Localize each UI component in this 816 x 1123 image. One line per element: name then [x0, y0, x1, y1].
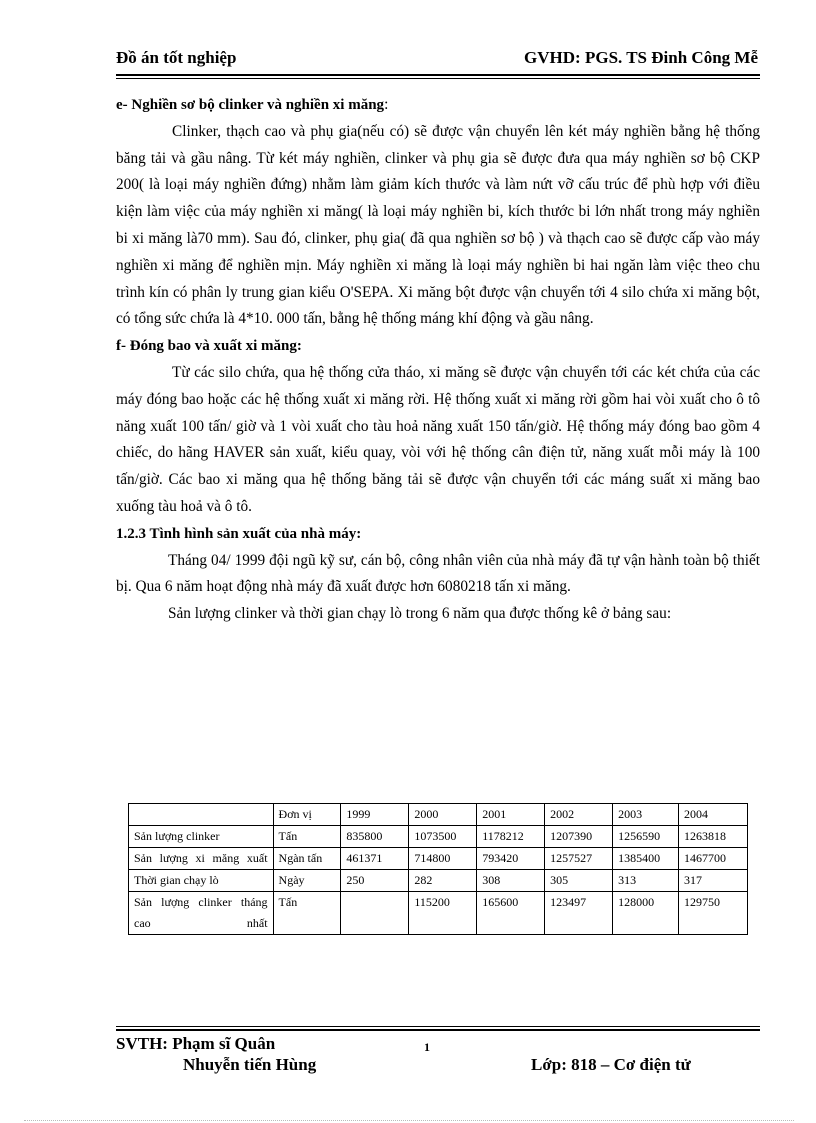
table-cell: 835800 [341, 826, 409, 848]
footer-student-2: Nhuyễn tiến Hùng [183, 1055, 317, 1074]
page-edge-dotted [24, 1120, 794, 1121]
table-cell: 793420 [477, 848, 545, 870]
table-header-row [129, 804, 748, 826]
footer-rule-top [116, 1026, 760, 1027]
header-supervisor: GVHD: PGS. TS Đinh Công Mễ [524, 48, 758, 67]
table-cell: 128000 [613, 892, 679, 935]
header-title: Đồ án tốt nghiệp [116, 48, 237, 67]
table-cell: Sản lượng clinker tháng cao nhất [129, 892, 274, 935]
table-row [129, 870, 748, 892]
header-rule-bottom [116, 78, 760, 79]
table-cell [129, 804, 274, 826]
table-cell: 1256590 [613, 826, 679, 848]
section-e-title: e- Nghiền sơ bộ clinker và nghiền xi măng [116, 97, 385, 113]
section-f-title: f- Đóng bao và xuất xi măng: [116, 338, 302, 355]
header-rule-top [116, 74, 760, 76]
table-cell: 1257527 [545, 848, 613, 870]
table-cell: 1385400 [613, 848, 679, 870]
footer-rule-bottom [116, 1029, 760, 1031]
table-cell: Ngày [273, 870, 341, 892]
table-cell: 714800 [409, 848, 477, 870]
table-cell: Tấn [273, 892, 341, 935]
table-cell: Tấn [273, 826, 341, 848]
table-cell: 165600 [477, 892, 545, 935]
table-row [129, 892, 748, 935]
table-cell: 2001 [477, 804, 545, 826]
section-f-paragraph: Từ các silo chứa, qua hệ thống cửa tháo, xi măng sẽ được vận chuyển tới các két chứa của các máy đóng bao hoặc các hệ thống xuất xi măng rời. Hệ thống xuất xi măng rời gồm hai vòi xuất cho ô tô năng xuất 100 tấn/ giờ và 1 vòi xuất cho tàu hoả năng xuất 150 tấn/giờ. Hệ thống máy đóng bao gồm 4 chiếc, do hãng HAVER sản xuất, kiểu quay, vòi với hệ thống cân điện tử, năng xuất mỗi máy là 100 tấn/giờ. Các bao xi măng qua hệ thống băng tải sẽ được vận chuyển tới các máng suất xi măng bao xuống tàu hoả và ô tô. [116, 363, 760, 515]
table-cell: 313 [613, 870, 679, 892]
table-cell: 2000 [409, 804, 477, 826]
table-row [129, 848, 748, 870]
table-cell: 2002 [545, 804, 613, 826]
footer-student-1: SVTH: Phạm sĩ Quân [116, 1034, 276, 1053]
table-cell: Thời gian chạy lò [129, 870, 274, 892]
document-body [116, 92, 760, 628]
table-cell: Đơn vị [273, 804, 341, 826]
table-cell: 461371 [341, 848, 409, 870]
production-table [128, 803, 748, 935]
table-cell: 1263818 [679, 826, 748, 848]
table-cell: 1073500 [409, 826, 477, 848]
section-123-paragraph-1: Tháng 04/ 1999 đội ngũ kỹ sư, cán bộ, công nhân viên của nhà máy đã tự vận hành toàn bộ thiết bị. Qua 6 năm hoạt động nhà máy đã xuất được hơn 6080218 tấn xi măng. [116, 551, 760, 596]
table-cell: 123497 [545, 892, 613, 935]
section-e-heading [116, 92, 760, 119]
table-cell: 308 [477, 870, 545, 892]
footer-class: Lớp: 818 – Cơ điện tử [531, 1055, 691, 1074]
section-123-title: 1.2.3 Tình hình sản xuất của nhà máy: [116, 525, 362, 542]
section-123-paragraph-2: Sản lượng clinker và thời gian chạy lò trong 6 năm qua được thống kê ở bảng sau: [168, 605, 672, 623]
page-number: 1 [424, 1040, 430, 1054]
table-row [129, 826, 748, 848]
table-cell: Sản lượng xi măng xuất [129, 848, 274, 870]
table-cell: 282 [409, 870, 477, 892]
section-e-title-colon: : [384, 96, 389, 113]
table-cell: 1999 [341, 804, 409, 826]
table-cell: 1207390 [545, 826, 613, 848]
table-cell: 115200 [409, 892, 477, 935]
table-cell: 305 [545, 870, 613, 892]
table-cell: 250 [341, 870, 409, 892]
table-cell: 1467700 [679, 848, 748, 870]
table-cell: Ngàn tấn [273, 848, 341, 870]
table-cell: 317 [679, 870, 748, 892]
table-cell: 2004 [679, 804, 748, 826]
table-cell: 129750 [679, 892, 748, 935]
section-e-paragraph: Clinker, thạch cao và phụ gia(nếu có) sẽ được vận chuyển lên két máy nghiền bằng hệ thống băng tải và gầu nâng. Từ két máy nghiền, clinker và phụ gia sẽ được đưa qua máy nghiền sơ bộ CKP 200( là loại máy nghiền đứng) nhằm làm giảm kích thước và làm nứt vỡ cấu trúc để phù hợp với điều kiện làm việc của máy nghiền xi măng( là loại máy nghiền bi, kích thước bi lớn nhất trong máy nghiền bi xi măng là70 mm). Sau đó, clinker, phụ gia( đã qua nghiền sơ bộ ) và thạch cao sẽ được cấp vào máy nghiền xi măng để nghiền mịn. Máy nghiền xi măng là loại máy nghiền bi hai ngăn làm việc theo chu trình kín có phân ly trung gian kiểu O'SEPA. Xi măng bột được vận chuyển tới 4 silo chứa xi măng bột, có tổng sức chứa là 4*10. 000 tấn, bằng hệ thống máng khí động và gầu nâng. [116, 122, 760, 328]
table-cell: Sản lượng clinker [129, 826, 274, 848]
table-cell: 1178212 [477, 826, 545, 848]
table-cell [341, 892, 409, 935]
table-cell: 2003 [613, 804, 679, 826]
